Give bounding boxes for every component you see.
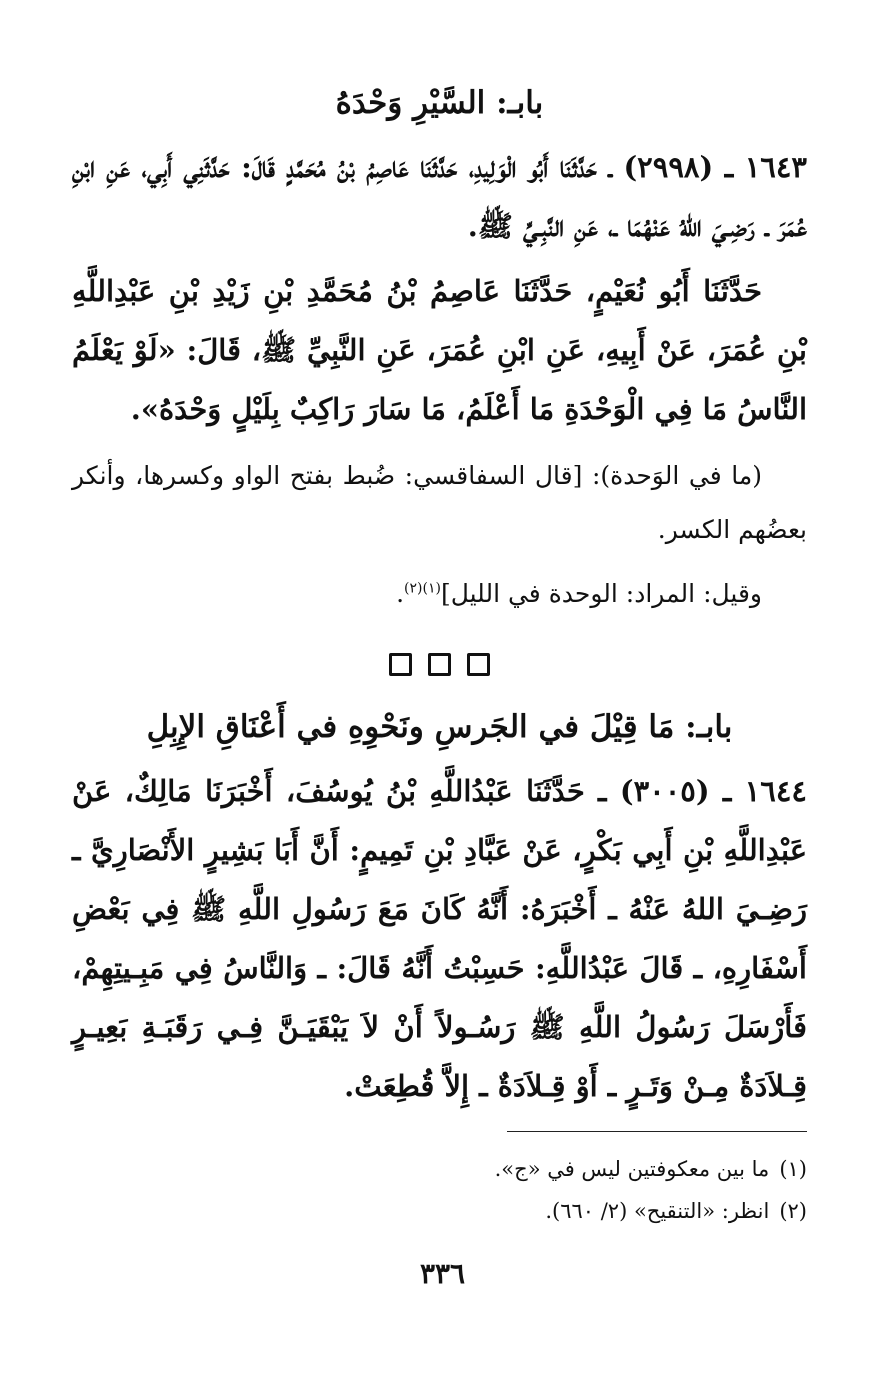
page-number: ٣٣٦ <box>419 1257 466 1290</box>
separator-square-icon <box>467 653 490 676</box>
section-2 <box>72 704 807 1116</box>
footnote-divider <box>507 1131 807 1132</box>
footnote-number: (١) <box>779 1157 807 1181</box>
hadith-1644: ١٦٤٤ ـ (٣٠٠٥) ـ حَدَّثَنَا عَبْدُاللَّهِ بْنُ يُوسُفَ، أَخْبَرَنَا مَالِكٌ، عَنْ عَبْدِاللَّهِ بْنِ أَبِي بَكْرٍ، عَنْ عَبَّادِ بْنِ تَمِيمٍ: أَنَّ أَبَا بَشِيرٍ الأَنْصَارِيَّ ـ رَضِـيَ اللهُ عَنْهُ ـ أَخْبَرَهُ: أَنَّهُ كَانَ مَعَ رَسُولِ اللَّهِ ﷺ فِي بَعْضِ أَسْفَارِهِ، ـ قَالَ عَبْدُاللَّهِ: حَسِبْتُ أَنَّهُ قَالَ: ـ وَالنَّاسُ فِي مَبِـيتِهِمْ، فَأَرْسَلَ رَسُولُ اللَّهِ ﷺ رَسُـولاً أَنْ لاَ يَبْقَيَـنَّ فِـي رَقَبَـةِ بَعِيـرٍ قِـلاَدَةٌ مِـنْ وَتَـرٍ ـ أَوْ قِـلاَدَةٌ ـ إِلاَّ قُطِعَتْ. <box>72 774 807 1103</box>
footnote-text: انظر: «التنقيح» (٢/ ٦٦٠). <box>545 1199 770 1223</box>
hadith-1643: ١٦٤٣ ـ (٢٩٩٨) ـ حَدَّثَنَا أَبُو الْوَلِيدِ، حَدَّثَنَا عَاصِمُ بْنُ مُحَمَّدٍ قَالَ: حَدَّثَنِي أَبِي، عَنِ ابْنِ عُمَرَ ـ رَضِـيَ اللهُ عَنْهُمَا ـ، عَنِ النَّبِـيِّ ﷺ. <box>72 150 807 243</box>
footnote-text: ما بين معكوفتين ليس في «ج». <box>494 1157 770 1181</box>
section-separator <box>72 653 807 676</box>
separator-square-icon <box>428 653 451 676</box>
commentary-text: وقيل: المراد: الوحدة في الليل] <box>440 579 762 608</box>
commentary-paragraph-1: (ما في الوَحدة): [قال السفاقسي: ضُبط بفتح الواو وكسرها، وأنكر بعضُهم الكسر. <box>72 461 807 544</box>
chapter-title-1: بابـ: السَّيْرِ وَحْدَهُ <box>335 85 544 121</box>
footnotes <box>72 1148 807 1232</box>
footnote-2 <box>72 1190 807 1232</box>
chapter-title-2: بابـ: مَا قِيْلَ في الجَرسِ ونَحْوِهِ في أَعْنَاقِ الإِبِلِ <box>146 709 733 745</box>
footnote-number: (٢) <box>779 1199 807 1223</box>
footnote-1 <box>72 1148 807 1190</box>
hadith-1643-second-chain: حَدَّثَنَا أَبُو نُعَيْمٍ، حَدَّثَنَا عَاصِمُ بْنُ مُحَمَّدِ بْنِ زَيْدِ بْنِ عَبْدِاللَّهِ بْنِ عُمَرَ، عَنْ أَبِيهِ، عَنِ ابْنِ عُمَرَ، عَنِ النَّبِيِّ ﷺ، قَالَ: «لَوْ يَعْلَمُ النَّاسُ مَا فِي الْوَحْدَةِ مَا أَعْلَمُ، مَا سَارَ رَاكِبٌ بِلَيْلٍ وَحْدَهُ». <box>72 274 807 426</box>
footnote-refs: (١)(٢) <box>404 580 441 597</box>
commentary-paragraph-2 <box>72 567 807 621</box>
page-body <box>72 80 807 1116</box>
separator-square-icon <box>389 653 412 676</box>
commentary-end: . <box>396 579 405 608</box>
